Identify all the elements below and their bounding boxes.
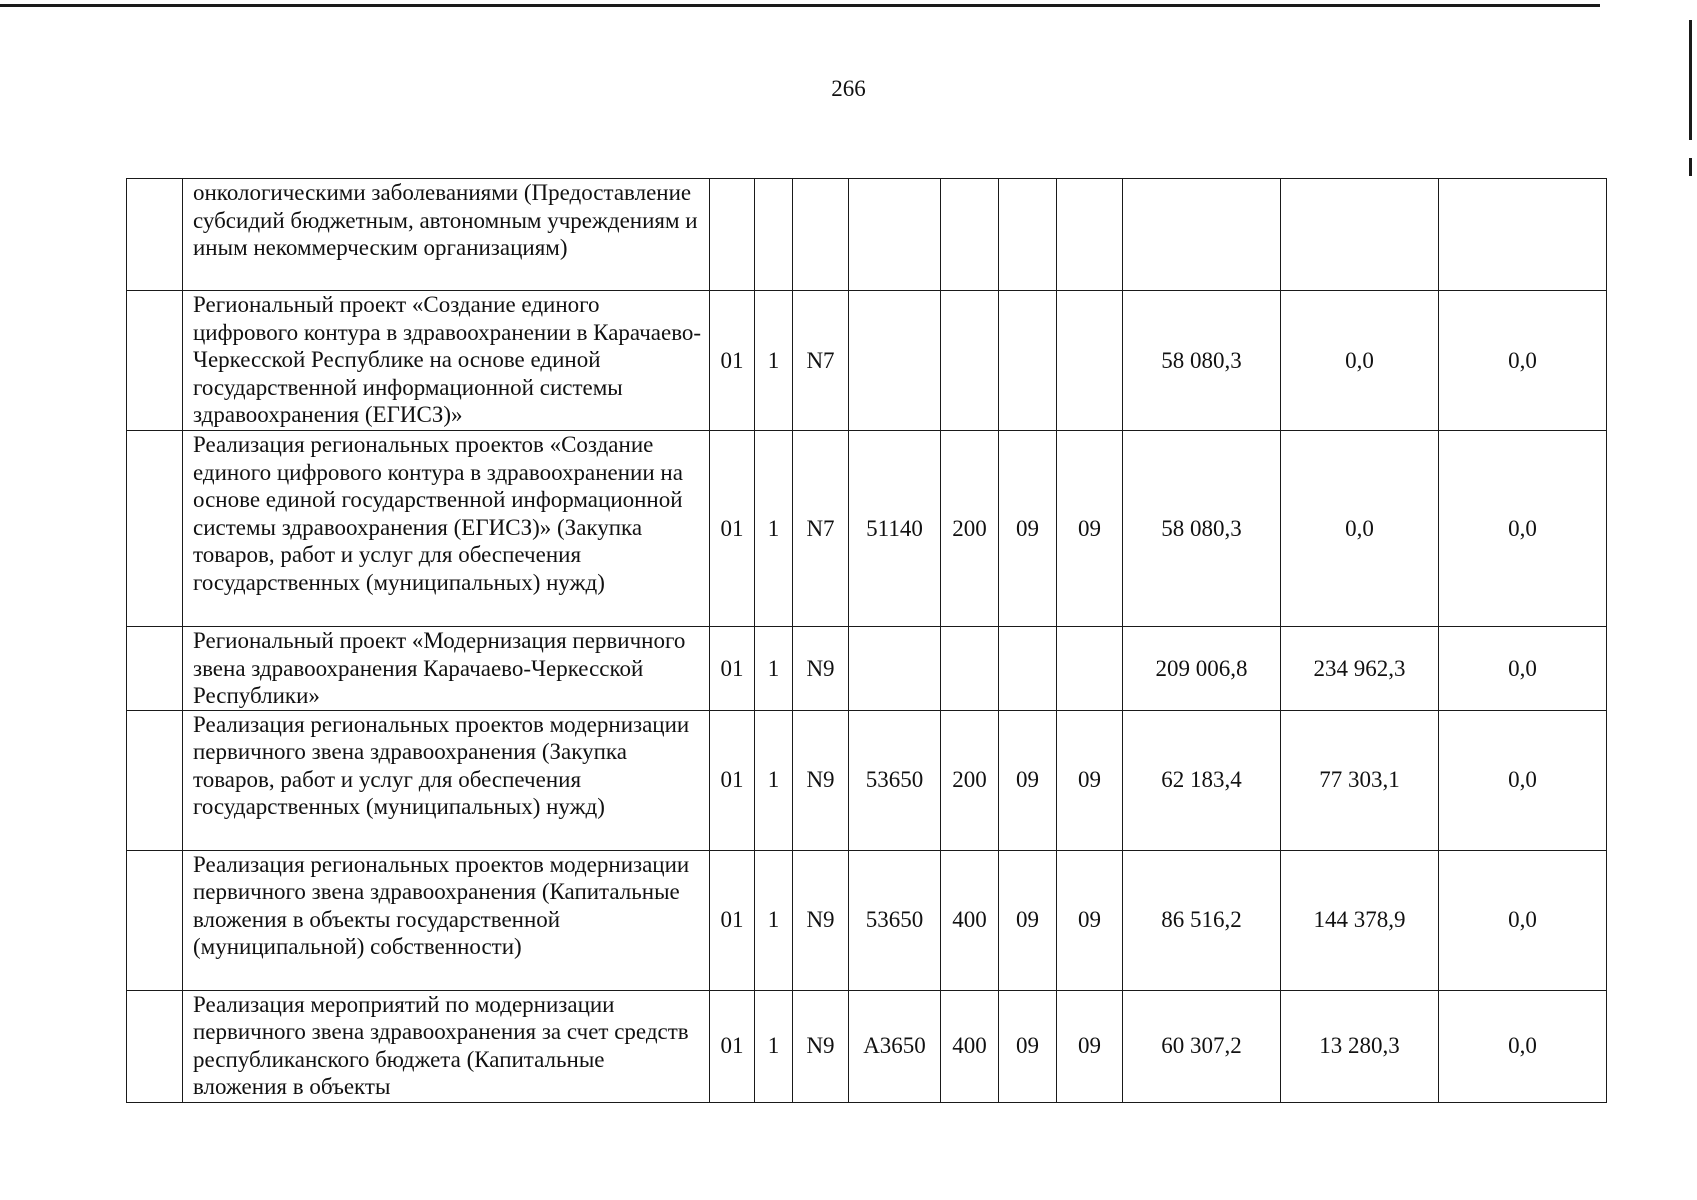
- code-subsection-cell: 09: [1057, 850, 1123, 990]
- amount-year3-cell: 0,0: [1439, 990, 1607, 1102]
- amount-year1-cell: 58 080,3: [1123, 431, 1281, 627]
- index-cell: [127, 850, 183, 990]
- amount-year2-cell: [1281, 179, 1439, 291]
- code-subsection-cell: [1057, 291, 1123, 431]
- code-expense-type-cell: 400: [941, 990, 999, 1102]
- code-section-cell: 09: [999, 431, 1057, 627]
- budget-table: [126, 178, 1607, 1103]
- code-direction-cell: [849, 627, 941, 711]
- code-program-cell: [710, 179, 755, 291]
- amount-year2-cell: 144 378,9: [1281, 850, 1439, 990]
- index-cell: [127, 627, 183, 711]
- code-section-cell: 09: [999, 850, 1057, 990]
- code-section-cell: [999, 179, 1057, 291]
- code-program-cell: 01: [710, 431, 755, 627]
- code-project-cell: N7: [793, 431, 849, 627]
- code-subprogram-cell: 1: [755, 431, 793, 627]
- code-subprogram-cell: [755, 179, 793, 291]
- code-expense-type-cell: [941, 291, 999, 431]
- code-section-cell: 09: [999, 990, 1057, 1102]
- amount-year3-cell: 0,0: [1439, 710, 1607, 850]
- code-project-cell: [793, 179, 849, 291]
- code-direction-cell: [849, 291, 941, 431]
- amount-year2-cell: 0,0: [1281, 431, 1439, 627]
- code-program-cell: 01: [710, 710, 755, 850]
- code-section-cell: [999, 291, 1057, 431]
- amount-year1-cell: 209 006,8: [1123, 627, 1281, 711]
- code-subprogram-cell: 1: [755, 710, 793, 850]
- amount-year1-cell: [1123, 179, 1281, 291]
- code-direction-cell: А3650: [849, 990, 941, 1102]
- code-subsection-cell: [1057, 627, 1123, 711]
- amount-year1-cell: 86 516,2: [1123, 850, 1281, 990]
- amount-year1-cell: 60 307,2: [1123, 990, 1281, 1102]
- code-expense-type-cell: 200: [941, 431, 999, 627]
- table-row: [127, 627, 1607, 711]
- code-expense-type-cell: 400: [941, 850, 999, 990]
- index-cell: [127, 291, 183, 431]
- amount-year1-cell: 58 080,3: [1123, 291, 1281, 431]
- amount-year2-cell: 0,0: [1281, 291, 1439, 431]
- index-cell: [127, 710, 183, 850]
- amount-year2-cell: 234 962,3: [1281, 627, 1439, 711]
- index-cell: [127, 431, 183, 627]
- code-program-cell: 01: [710, 627, 755, 711]
- item-name-cell: Реализация региональных проектов модернизации первичного звена здравоохранения (Закупка товаров, работ и услуг для обеспечения государственных (муниципальных) нужд): [183, 710, 710, 850]
- code-direction-cell: 53650: [849, 710, 941, 850]
- code-program-cell: 01: [710, 850, 755, 990]
- amount-year2-cell: 77 303,1: [1281, 710, 1439, 850]
- code-project-cell: N7: [793, 291, 849, 431]
- amount-year3-cell: 0,0: [1439, 627, 1607, 711]
- code-subprogram-cell: 1: [755, 990, 793, 1102]
- code-expense-type-cell: [941, 627, 999, 711]
- amount-year1-cell: 62 183,4: [1123, 710, 1281, 850]
- code-project-cell: N9: [793, 990, 849, 1102]
- code-program-cell: 01: [710, 291, 755, 431]
- code-project-cell: N9: [793, 850, 849, 990]
- table-row: [127, 431, 1607, 627]
- code-subsection-cell: [1057, 179, 1123, 291]
- top-rule: [0, 4, 1600, 7]
- amount-year2-cell: 13 280,3: [1281, 990, 1439, 1102]
- amount-year3-cell: 0,0: [1439, 850, 1607, 990]
- table-row: [127, 850, 1607, 990]
- code-direction-cell: [849, 179, 941, 291]
- code-subprogram-cell: 1: [755, 850, 793, 990]
- code-section-cell: 09: [999, 710, 1057, 850]
- code-subsection-cell: 09: [1057, 710, 1123, 850]
- item-name-cell: Региональный проект «Создание единого цифрового контура в здравоохранении в Карачаево-Черкесской Республике на основе единой государственной информационной системы здравоохранения (ЕГИСЗ)»: [183, 291, 710, 431]
- code-program-cell: 01: [710, 990, 755, 1102]
- item-name-cell: Реализация региональных проектов «Создание единого цифрового контура в здравоохранении на основе единой государственной информационной системы здравоохранения (ЕГИСЗ)» (Закупка товаров, работ и услуг для обеспечения государственных (муниципальных) нужд): [183, 431, 710, 627]
- index-cell: [127, 990, 183, 1102]
- table-row: [127, 710, 1607, 850]
- code-subsection-cell: 09: [1057, 431, 1123, 627]
- table-row: [127, 179, 1607, 291]
- code-section-cell: [999, 627, 1057, 711]
- code-subprogram-cell: 1: [755, 627, 793, 711]
- code-project-cell: N9: [793, 627, 849, 711]
- item-name-cell: Реализация региональных проектов модернизации первичного звена здравоохранения (Капитальные вложения в объекты государственной (муниципальной) собственности): [183, 850, 710, 990]
- item-name-cell: Реализация мероприятий по модернизации первичного звена здравоохранения за счет средств республиканского бюджета (Капитальные вложения в объекты: [183, 990, 710, 1102]
- code-project-cell: N9: [793, 710, 849, 850]
- page-number: 266: [831, 76, 866, 101]
- code-subprogram-cell: 1: [755, 291, 793, 431]
- scan-edge-mark: [1689, 158, 1692, 176]
- table-row: [127, 291, 1607, 431]
- amount-year3-cell: 0,0: [1439, 431, 1607, 627]
- code-expense-type-cell: 200: [941, 710, 999, 850]
- amount-year3-cell: 0,0: [1439, 291, 1607, 431]
- code-expense-type-cell: [941, 179, 999, 291]
- code-direction-cell: 51140: [849, 431, 941, 627]
- index-cell: [127, 179, 183, 291]
- table-row: [127, 990, 1607, 1102]
- item-name-cell: Региональный проект «Модернизация первичного звена здравоохранения Карачаево-Черкесской Республики»: [183, 627, 710, 711]
- item-name-cell: онкологическими заболеваниями (Предоставление субсидий бюджетным, автономным учреждениям и иным некоммерческим организациям): [183, 179, 710, 291]
- code-direction-cell: 53650: [849, 850, 941, 990]
- code-subsection-cell: 09: [1057, 990, 1123, 1102]
- amount-year3-cell: [1439, 179, 1607, 291]
